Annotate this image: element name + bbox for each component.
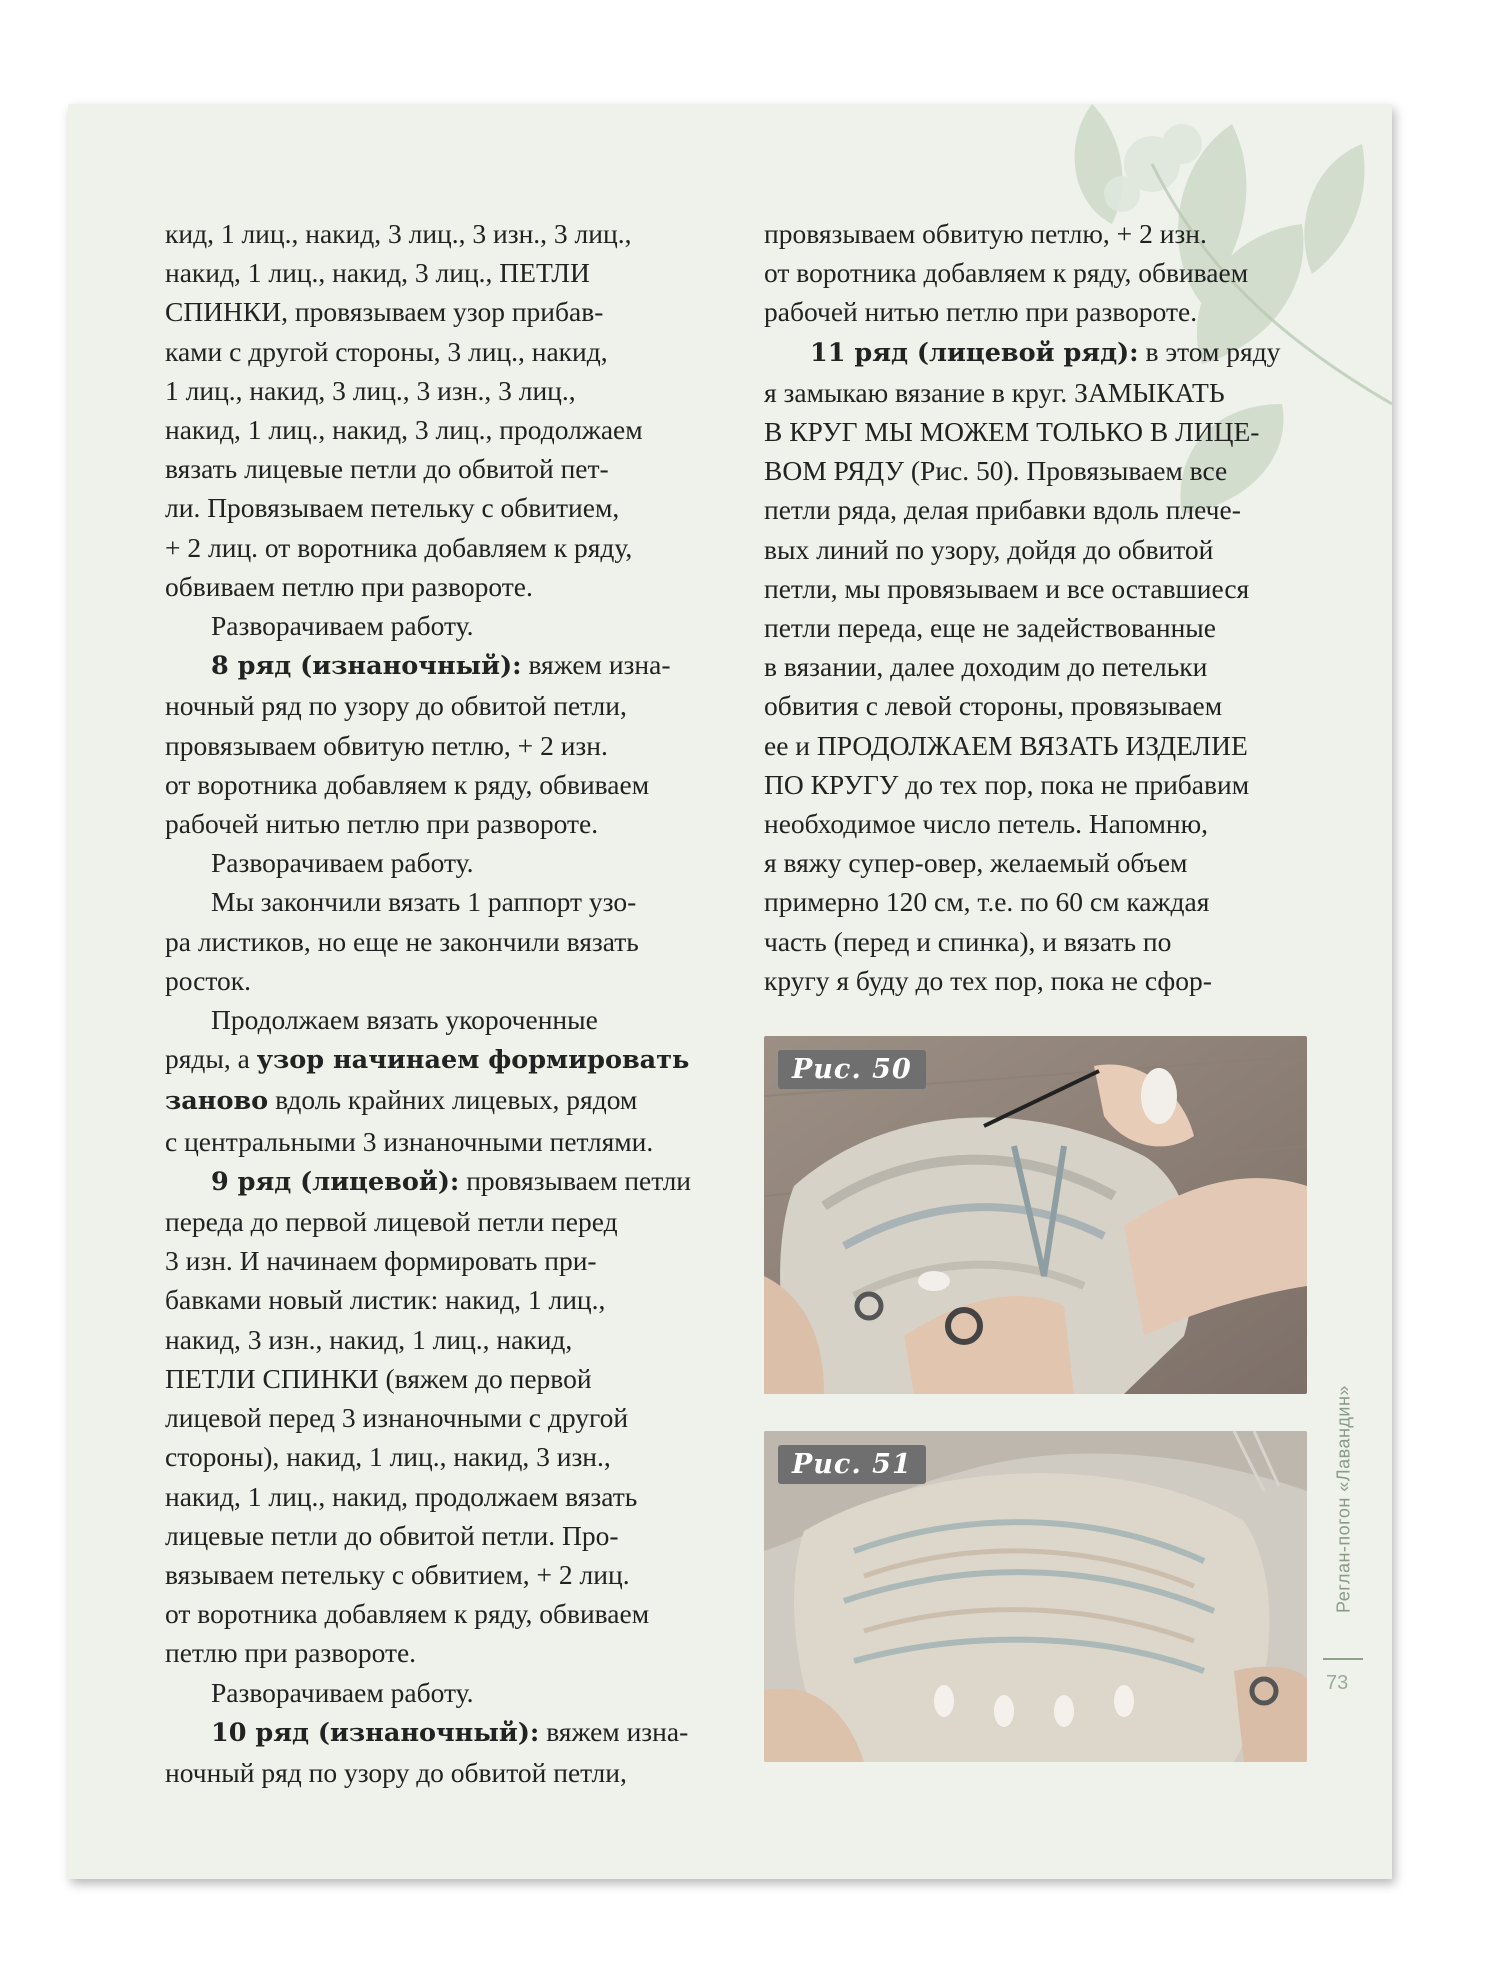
text-line — [165, 1039, 691, 1080]
bold-heading: заново — [165, 1086, 269, 1117]
text-line — [764, 647, 1280, 686]
text-line — [764, 765, 1280, 804]
line-text: накид, 3 изн., накид, 1 лиц., накид, — [165, 1323, 573, 1355]
line-text: рабочей нитью петлю при развороте. — [764, 296, 1198, 328]
line-text: обвиваем петлю при развороте. — [165, 570, 533, 602]
text-line — [764, 214, 1280, 253]
text-line — [764, 726, 1280, 765]
line-text: ра листиков, но еще не закончили вязать — [165, 925, 639, 957]
left-text-column — [165, 214, 691, 1792]
text-line — [764, 569, 1280, 608]
text-line — [165, 1122, 691, 1161]
line-text: ПО КРУГУ до тех пор, пока не прибавим — [764, 768, 1250, 800]
line-text: провязываем петли — [459, 1164, 692, 1196]
line-text: вяжем изна- — [521, 649, 671, 681]
text-line — [165, 1516, 691, 1555]
line-text: росток. — [165, 964, 252, 996]
text-line — [764, 961, 1280, 1000]
line-text: 1 лиц., накид, 3 лиц., 3 изн., 3 лиц., — [165, 374, 576, 406]
line-text: Продолжаем вязать укороченные — [211, 1004, 598, 1036]
side-divider — [1323, 1658, 1363, 1660]
text-line — [165, 645, 691, 686]
text-line — [165, 214, 691, 253]
text-line — [764, 490, 1280, 529]
text-line — [165, 1000, 691, 1039]
bold-heading: 11 ряд (лицевой ряд): — [810, 337, 1139, 368]
line-text: накид, 1 лиц., накид, 3 лиц., продолжаем — [165, 414, 643, 446]
text-line — [165, 1161, 691, 1202]
text-line — [165, 1633, 691, 1672]
text-line — [165, 1202, 691, 1241]
text-line — [165, 765, 691, 804]
text-line — [165, 567, 691, 606]
line-text: бавками новый листик: накид, 1 лиц., — [165, 1284, 606, 1316]
line-text: от воротника добавляем к ряду, обвиваем — [764, 257, 1249, 289]
line-text: ли. Провязываем петельку с обвитием, — [165, 492, 620, 524]
text-line — [764, 292, 1280, 331]
text-line — [165, 528, 691, 567]
line-text: ками с другой стороны, 3 лиц., накид, — [165, 335, 608, 367]
line-text: + 2 лиц. от воротника добавляем к ряду, — [165, 531, 633, 563]
line-text: 3 изн. И начинаем формировать при- — [165, 1245, 597, 1277]
text-line — [165, 804, 691, 843]
page — [68, 104, 1392, 1879]
text-line — [165, 410, 691, 449]
text-line — [165, 1594, 691, 1633]
text-line — [165, 1753, 691, 1792]
text-line — [165, 961, 691, 1000]
bold-heading: 8 ряд (изнаночный): — [211, 651, 522, 682]
text-line — [165, 726, 691, 765]
text-line — [165, 253, 691, 292]
line-text: ПЕТЛИ СПИНКИ (вяжем до первой — [165, 1362, 592, 1394]
line-text: в этом ряду — [1138, 335, 1281, 367]
line-text: лицевой перед 3 изнаночными с другой — [165, 1402, 629, 1434]
text-line — [165, 1477, 691, 1516]
bold-emphasis: узор начинаем формировать — [256, 1045, 690, 1076]
line-text: вяжем изна- — [539, 1715, 689, 1747]
line-text: ночный ряд по узору до обвитой петли, — [165, 690, 627, 722]
line-text: необходимое число петель. Напомню, — [764, 808, 1209, 840]
line-text: петлю при развороте. — [165, 1637, 417, 1669]
bold-heading: 10 ряд (изнаночный): — [211, 1717, 540, 1748]
line-text: ее и ПРОДОЛЖАЕМ ВЯЗАТЬ ИЗДЕЛИЕ — [764, 729, 1248, 761]
line-text: от воротника добавляем к ряду, обвиваем — [165, 768, 650, 800]
line-text: петли переда, еще не задействованные — [764, 612, 1216, 644]
line-text: накид, 1 лиц., накид, продолжаем вязать — [165, 1480, 638, 1512]
line-text: провязываем обвитую петлю, + 2 изн. — [165, 729, 608, 761]
text-line — [165, 332, 691, 371]
line-text: примерно 120 см, т.е. по 60 см каждая — [764, 886, 1210, 918]
line-text: ряды, а — [165, 1043, 257, 1075]
line-text: Разворачиваем работу. — [211, 610, 474, 642]
line-text: вдоль крайних лицевых, рядом — [268, 1084, 638, 1116]
text-line — [764, 843, 1280, 882]
figure-51-label: Рис. 51 — [778, 1445, 926, 1484]
text-line — [764, 253, 1280, 292]
line-text: В КРУГ МЫ МОЖЕМ ТОЛЬКО В ЛИЦЕ- — [764, 416, 1260, 448]
text-line — [764, 373, 1280, 412]
line-text: часть (перед и спинка), и вязать по — [764, 925, 1172, 957]
text-line — [165, 1673, 691, 1712]
text-line — [165, 686, 691, 725]
line-text: петли, мы провязываем и все оставшиеся — [764, 572, 1250, 604]
right-text-column — [764, 214, 1280, 1000]
text-line — [165, 922, 691, 961]
text-line — [764, 412, 1280, 451]
line-text: я замыкаю вязание в круг. ЗАМЫКАТЬ — [764, 376, 1225, 408]
line-text: кид, 1 лиц., накид, 3 лиц., 3 изн., 3 лиц., — [165, 218, 632, 249]
line-text: вязываем петельку с обвитием, + 2 лиц. — [165, 1558, 630, 1590]
text-line — [764, 451, 1280, 490]
text-line — [764, 332, 1280, 373]
text-line — [764, 686, 1280, 725]
text-line — [165, 1320, 691, 1359]
text-line — [165, 1280, 691, 1319]
text-line — [165, 449, 691, 488]
line-text: от воротника добавляем к ряду, обвиваем — [165, 1598, 650, 1630]
line-text: Мы закончили вязать 1 раппорт узо- — [211, 886, 637, 918]
text-line — [165, 843, 691, 882]
text-line — [165, 606, 691, 645]
text-line — [165, 882, 691, 921]
text-line — [165, 292, 691, 331]
line-text: СПИНКИ, провязываем узор прибав- — [165, 296, 604, 328]
text-line — [165, 488, 691, 527]
text-line — [764, 882, 1280, 921]
line-text: ВОМ РЯДУ (Рис. 50). Провязываем все — [764, 455, 1228, 487]
line-text: с центральными 3 изнаночными петлями. — [165, 1125, 654, 1157]
line-text: переда до первой лицевой петли перед — [165, 1206, 618, 1238]
line-text: вязать лицевые петли до обвитой пет- — [165, 453, 609, 485]
text-line — [165, 1241, 691, 1280]
text-line — [165, 1359, 691, 1398]
text-line — [764, 530, 1280, 569]
text-line — [165, 1398, 691, 1437]
text-line — [165, 371, 691, 410]
text-line — [165, 1712, 691, 1753]
side-title-text: Реглан-погон «Лавандин» — [1333, 1385, 1354, 1613]
line-text: вых линий по узору, дойдя до обвитой — [764, 533, 1214, 565]
line-text: стороны), накид, 1 лиц., накид, 3 изн., — [165, 1441, 611, 1473]
line-text: рабочей нитью петлю при развороте. — [165, 808, 599, 840]
text-line — [165, 1437, 691, 1476]
line-text: я вяжу супер-овер, желаемый объем — [764, 847, 1188, 879]
line-text: кругу я буду до тех пор, пока не сфор- — [764, 964, 1212, 996]
text-line — [764, 608, 1280, 647]
line-text: лицевые петли до обвитой петли. Про- — [165, 1519, 619, 1551]
bold-heading: 9 ряд (лицевой): — [211, 1166, 460, 1197]
line-text: ночный ряд по узору до обвитой петли, — [165, 1756, 627, 1788]
text-line — [764, 804, 1280, 843]
line-text: Разворачиваем работу. — [211, 1676, 474, 1708]
text-line — [165, 1555, 691, 1594]
line-text: накид, 1 лиц., накид, 3 лиц., ПЕТЛИ — [165, 257, 590, 289]
line-text: обвития с левой стороны, провязываем — [764, 690, 1223, 722]
line-text: петли ряда, делая прибавки вдоль плече- — [764, 494, 1241, 526]
figure-50-label: Рис. 50 — [778, 1050, 926, 1089]
side-running-title — [1329, 1349, 1359, 1649]
page-number: 73 — [1326, 1672, 1349, 1694]
text-line — [165, 1080, 691, 1121]
figure-51-photo — [764, 1431, 1307, 1762]
text-line — [764, 922, 1280, 961]
knitting-photo-50-icon — [764, 1036, 1307, 1394]
line-text: провязываем обвитую петлю, + 2 изн. — [764, 218, 1207, 249]
line-text: Разворачиваем работу. — [211, 847, 474, 879]
line-text: в вязании, далее доходим до петельки — [764, 651, 1208, 683]
figure-50-photo — [764, 1036, 1307, 1394]
